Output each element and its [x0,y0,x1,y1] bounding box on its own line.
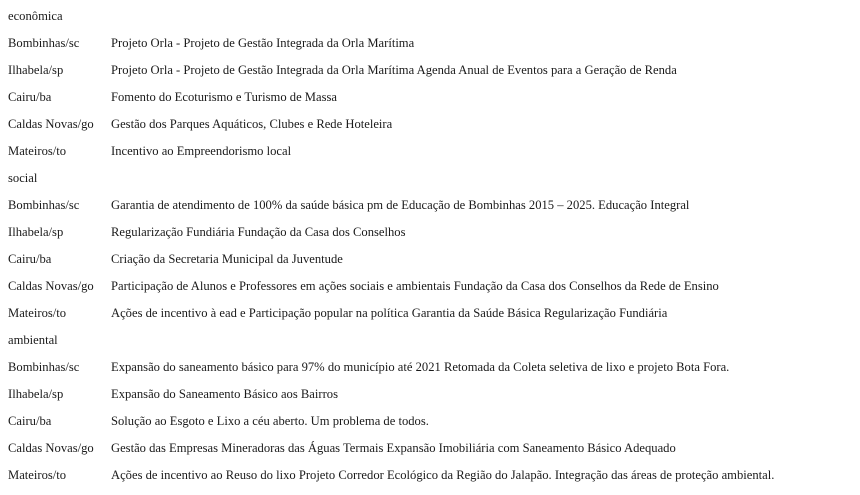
list-item [8,387,856,414]
action-text: Gestão dos Parques Aquáticos, Clubes e Rede Hoteleira [111,117,393,131]
action-text: Projeto Orla - Projeto de Gestão Integrada da Orla Marítima Agenda Anual de Eventos para a Geração de Renda [111,63,677,77]
city-label: Caldas Novas/go [8,117,94,131]
action-text: Projeto Orla - Projeto de Gestão Integrada da Orla Marítima [111,36,415,50]
list-item [8,441,856,468]
action-text: Expansão do saneamento básico para 97% do município até 2021 Retomada da Coleta seletiva de lixo e projeto Bota Fora. [111,360,730,374]
city-label: Cairu/ba [8,90,52,104]
list-item [8,117,856,144]
action-text: Solução ao Esgoto e Lixo a céu aberto. Um problema de todos. [111,414,429,428]
action-text: Fomento do Ecoturismo e Turismo de Massa [111,90,337,104]
action-text: Expansão do Saneamento Básico aos Bairros [111,387,338,401]
list-item [8,144,856,171]
list-item [8,360,856,387]
list-item [8,468,856,495]
city-label: Ilhabela/sp [8,387,64,401]
section-heading-economica: econômica [8,9,63,23]
document-body [8,9,856,495]
action-text: Garantia de atendimento de 100% da saúde básica pm de Educação de Bombinhas 2015 – 2025. Educação Integral [111,198,690,212]
action-text: Ações de incentivo à ead e Participação popular na política Garantia da Saúde Básica Regularização Fundiária [111,306,668,320]
city-label: Caldas Novas/go [8,441,94,455]
action-text: Participação de Alunos e Professores em ações sociais e ambientais Fundação da Casa dos Conselhos da Rede de Ensino [111,279,719,293]
action-text: Incentivo ao Empreendorismo local [111,144,292,158]
action-text: Regularização Fundiária Fundação da Casa dos Conselhos [111,225,406,239]
action-text: Criação da Secretaria Municipal da Juventude [111,252,343,266]
action-text: Ações de incentivo ao Reuso do lixo Projeto Corredor Ecológico da Região do Jalapão. Integração das áreas de proteção ambiental. [111,468,775,482]
city-label: Mateiros/to [8,306,67,320]
list-item [8,306,856,333]
list-item [8,279,856,306]
list-item [8,36,856,63]
city-label: Ilhabela/sp [8,63,64,77]
list-item [8,198,856,225]
list-item [8,414,856,441]
city-label: Bombinhas/sc [8,36,80,50]
city-label: Bombinhas/sc [8,360,80,374]
city-label: Cairu/ba [8,252,52,266]
list-item [8,90,856,117]
city-label: Caldas Novas/go [8,279,94,293]
city-label: Cairu/ba [8,414,52,428]
section-heading-ambiental: ambiental [8,333,58,347]
city-label: Bombinhas/sc [8,198,80,212]
city-label: Mateiros/to [8,144,67,158]
list-item [8,225,856,252]
section-heading-social: social [8,171,38,185]
action-text: Gestão das Empresas Mineradoras das Águas Termais Expansão Imobiliária com Saneamento Básico Adequado [111,441,676,455]
list-item [8,252,856,279]
city-label: Mateiros/to [8,468,67,482]
city-label: Ilhabela/sp [8,225,64,239]
list-item [8,63,856,90]
